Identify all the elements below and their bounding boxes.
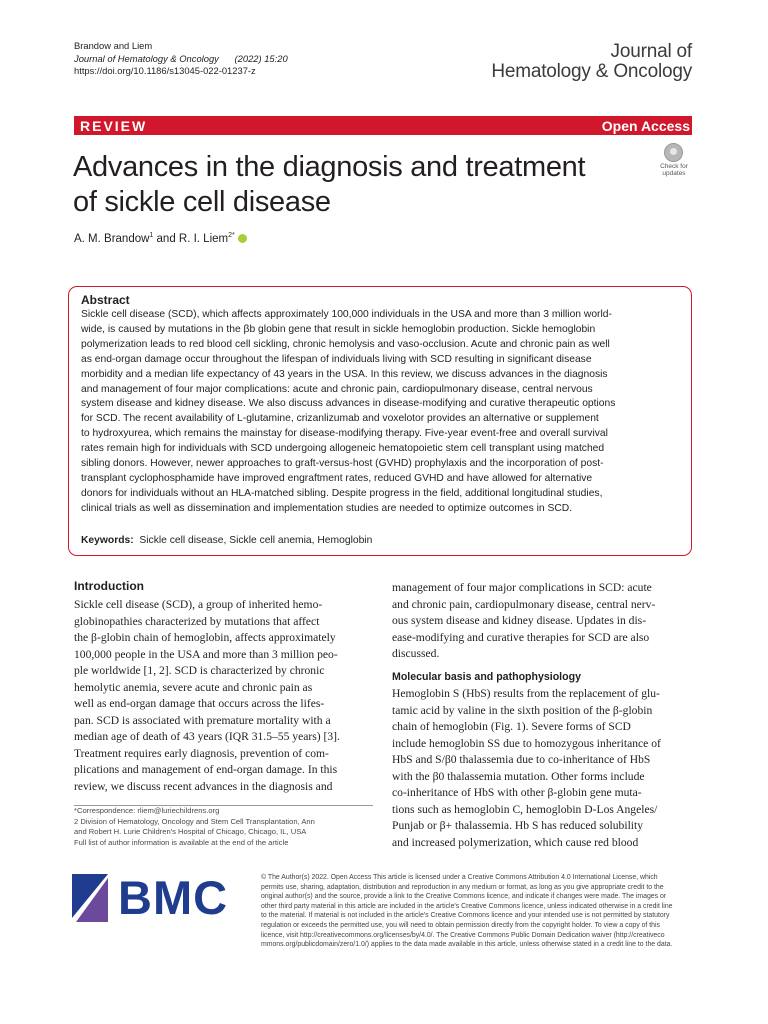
body-line: ous system disease and kidney disease. Updates in dis- bbox=[392, 614, 647, 627]
body-line: Punjab or β+ thalassemia. Hb S has reduced solubility bbox=[392, 819, 644, 832]
affiliation-note: 2 Division of Hematology, Oncology and Stem Cell Transplantation, Ann bbox=[74, 816, 315, 826]
abstract-line: morbidity and a median life expectancy of 43 years in the USA. In this review, we discuss advances in the diagnosis bbox=[81, 368, 608, 380]
bmc-logo-icon bbox=[72, 874, 112, 924]
article-type-label: REVIEW bbox=[80, 118, 148, 134]
body-line: and chronic pain, cardiopulmonary disease, central nerv- bbox=[392, 597, 656, 611]
abstract-line: system disease and kidney disease. We also discuss advances in disease-modifying and curative therapeutic options bbox=[81, 398, 616, 410]
abstract-text bbox=[81, 308, 683, 517]
body-line: include hemoglobin SS due to homozygous inheritance of bbox=[392, 736, 661, 750]
keywords-label: Keywords: bbox=[81, 535, 134, 546]
intro-line: review, we discuss recent advances in the diagnosis and bbox=[74, 779, 333, 793]
intro-line: Sickle cell disease (SCD), a group of inherited hemo- bbox=[74, 598, 323, 611]
abstract-line: rates remain high for individuals with SCD undergoing allogeneic hematopoietic stem cell transplant using matched bbox=[81, 443, 605, 455]
body-line: tions such as hemoglobin C, hemoglobin D-Los Angeles/ bbox=[392, 802, 658, 816]
license-line: to the material. If material is not included in the article's Creative Commons licence and your intended use is not permitted by statutory bbox=[261, 912, 670, 920]
keywords-list: Sickle cell disease, Sickle cell anemia, Hemoglobin bbox=[139, 535, 373, 546]
intro-line: plications and management of end-organ damage. In this bbox=[74, 763, 338, 776]
body-line: co-inheritance of HbS with other β-globin gene muta- bbox=[392, 786, 642, 799]
title-line-2: of sickle cell disease bbox=[73, 186, 331, 218]
review-banner bbox=[74, 116, 692, 135]
body-line: and increased polymerization, which cause red blood bbox=[392, 835, 639, 849]
intro-line: pan. SCD is associated with premature mortality with a bbox=[74, 713, 331, 727]
intro-line: hemolytic anemia, severe acute and chronic pain as bbox=[74, 680, 313, 694]
check-updates-line1: Check for bbox=[660, 163, 688, 170]
abstract-line: sibling donors. However, newer approaches to graft-versus-host (GVHD) prophylaxis and the incorporation of post- bbox=[81, 458, 604, 470]
bmc-logo-text: BMC bbox=[118, 871, 229, 924]
journal-name: Journal of Hematology & Oncology bbox=[74, 52, 219, 64]
footnotes bbox=[74, 806, 374, 849]
abstract-line: polymerization leads to red blood cell sickling, chronic hemolysis and vaso-occlusion. Acute and chronic pain as well bbox=[81, 338, 610, 350]
license-line: regulation or exceeds the permitted use, you will need to obtain permission directly from the copyright holder. To view a copy of this bbox=[261, 921, 660, 929]
running-authors: Brandow and Liem bbox=[74, 40, 153, 51]
introduction-text bbox=[74, 597, 373, 795]
intro-line: median age of death of 43 years (IQR 31.5–55 years) [3]. bbox=[74, 730, 340, 743]
body-line: ease-modifying and curative therapies for SCD are also bbox=[392, 630, 650, 644]
orcid-icon[interactable] bbox=[238, 234, 247, 243]
correspondence-note[interactable]: *Correspondence: rliem@luriechildrens.org bbox=[74, 806, 220, 815]
intro-line: 100,000 people in the USA and more than 3 million peo- bbox=[74, 647, 338, 661]
body-line: with the β0 thalassemia mutation. Other forms include bbox=[392, 769, 645, 783]
license-line: permits use, sharing, adaptation, distribution and reproduction in any medium or format, as long as you give appropriate credit to the bbox=[261, 883, 664, 891]
body-line: management of four major complications in SCD: acute bbox=[392, 581, 652, 594]
intro-line: globinopathies characterized by mutations that affect bbox=[74, 614, 320, 628]
year-volume: (2022) 15:20 bbox=[234, 52, 288, 64]
open-access-label: Open Access bbox=[601, 118, 690, 134]
author-list bbox=[74, 232, 247, 245]
abstract-line: Sickle cell disease (SCD), which affects approximately 100,000 individuals in the USA and more than 3 million world- bbox=[81, 309, 612, 320]
affiliation-note-cont: and Robert H. Lurie Children's Hospital of Chicago, Chicago, IL, USA bbox=[74, 827, 307, 837]
check-updates-line2: updates bbox=[662, 170, 686, 177]
journal-citation bbox=[74, 53, 288, 66]
article-title bbox=[73, 150, 633, 220]
abstract-heading: Abstract bbox=[81, 293, 130, 307]
doi-link[interactable]: https://doi.org/10.1186/s13045-022-01237-z bbox=[74, 65, 256, 77]
license-line[interactable]: mmons.org/publicdomain/zero/1.0/) applies to the data made available in this article, unless otherwise stated in a credit line to the data. bbox=[261, 941, 673, 949]
abstract-line: transplant cyclophosphamide have improved engraftment rates, reduced GVHD and have allowed for alternative bbox=[81, 472, 593, 484]
introduction-heading: Introduction bbox=[74, 579, 144, 593]
abstract-line: donors for individuals without an HLA-matched sibling. Despite progress in the field, additional longitudinal studies, bbox=[81, 487, 603, 499]
abstract-line: as end-organ damage occur throughout the lifespan of individuals living with SCD resulting in significant disease bbox=[81, 353, 592, 365]
abstract-line: for SCD. The recent availability of L-glutamine, crizanlizumab and voxelotor provides an alternative or supplement bbox=[81, 413, 599, 425]
journal-logo bbox=[491, 42, 692, 82]
body-line: chain of hemoglobin (Fig. 1). Severe forms of SCD bbox=[392, 720, 631, 733]
author-1-affiliation: 1 bbox=[149, 232, 154, 239]
author-2[interactable]: and R. I. Liem bbox=[153, 232, 229, 245]
intro-line: Treatment requires early diagnosis, prevention of com- bbox=[74, 746, 329, 760]
intro-line: well as end-organ damage that occurs across the lifes- bbox=[74, 697, 325, 710]
license-line: original author(s) and the source, provide a link to the Creative Commons licence, and indicate if changes were made. The images or bbox=[261, 893, 667, 901]
intro-line: ple worldwide [1, 2]. SCD is characterized by chronic bbox=[74, 664, 325, 677]
abstract-line: wide, is caused by mutations in the βb globin gene that result in sickle hemoglobin production. Sickle hemoglobin bbox=[81, 323, 596, 335]
abstract-line: and management of four major complications: acute and chronic pain, cardiopulmonary disease, central nervous bbox=[81, 383, 593, 395]
body-line: discussed. bbox=[392, 647, 440, 660]
abstract-line: to hydroxyurea, which remains the mainstay for disease-modifying therapy. Five-year event-free and overall survival bbox=[81, 428, 608, 440]
license-line[interactable]: licence, visit http://creativecommons.org/licenses/by/4.0/. The Creative Commons Public Domain Dedication waiver (http://creativeco bbox=[261, 931, 665, 939]
author-1[interactable]: A. M. Brandow bbox=[74, 232, 150, 245]
keywords bbox=[81, 535, 372, 546]
molecular-basis-heading: Molecular basis and pathophysiology bbox=[392, 671, 581, 683]
title-line-1: Advances in the diagnosis and treatment bbox=[73, 151, 586, 183]
journal-logo-line1: Journal of bbox=[610, 41, 692, 62]
body-line: Hemoglobin S (HbS) results from the replacement of glu- bbox=[392, 687, 660, 700]
license-text bbox=[261, 873, 694, 950]
abstract-line: clinical trials as well as dissemination and implementation studies are needed to optimize outcomes in SCD. bbox=[81, 502, 573, 514]
intro-line: the β-globin chain of hemoglobin, affects approximately bbox=[74, 631, 336, 644]
right-column-text bbox=[392, 580, 694, 663]
license-line: © The Author(s) 2022. Open Access This article is licensed under a Creative Commons Attribution 4.0 International License, which bbox=[261, 874, 658, 881]
journal-logo-line2: Hematology & Oncology bbox=[491, 61, 692, 82]
check-for-updates-badge[interactable] bbox=[654, 141, 694, 179]
check-updates-icon bbox=[664, 143, 683, 162]
article-meta bbox=[74, 40, 288, 78]
body-line: HbS and S/β0 thalassemia due to co-inheritance of HbS bbox=[392, 753, 651, 766]
author-2-affiliation: 2* bbox=[228, 232, 235, 239]
license-line: other third party material in this article are included in the article's Creative Commons licence, unless indicated otherwise in a credit line bbox=[261, 902, 673, 910]
molecular-basis-text bbox=[392, 686, 694, 851]
body-line: tamic acid by valine in the sixth position of the β-globin bbox=[392, 703, 653, 717]
author-info-note: Full list of author information is available at the end of the article bbox=[74, 838, 289, 848]
